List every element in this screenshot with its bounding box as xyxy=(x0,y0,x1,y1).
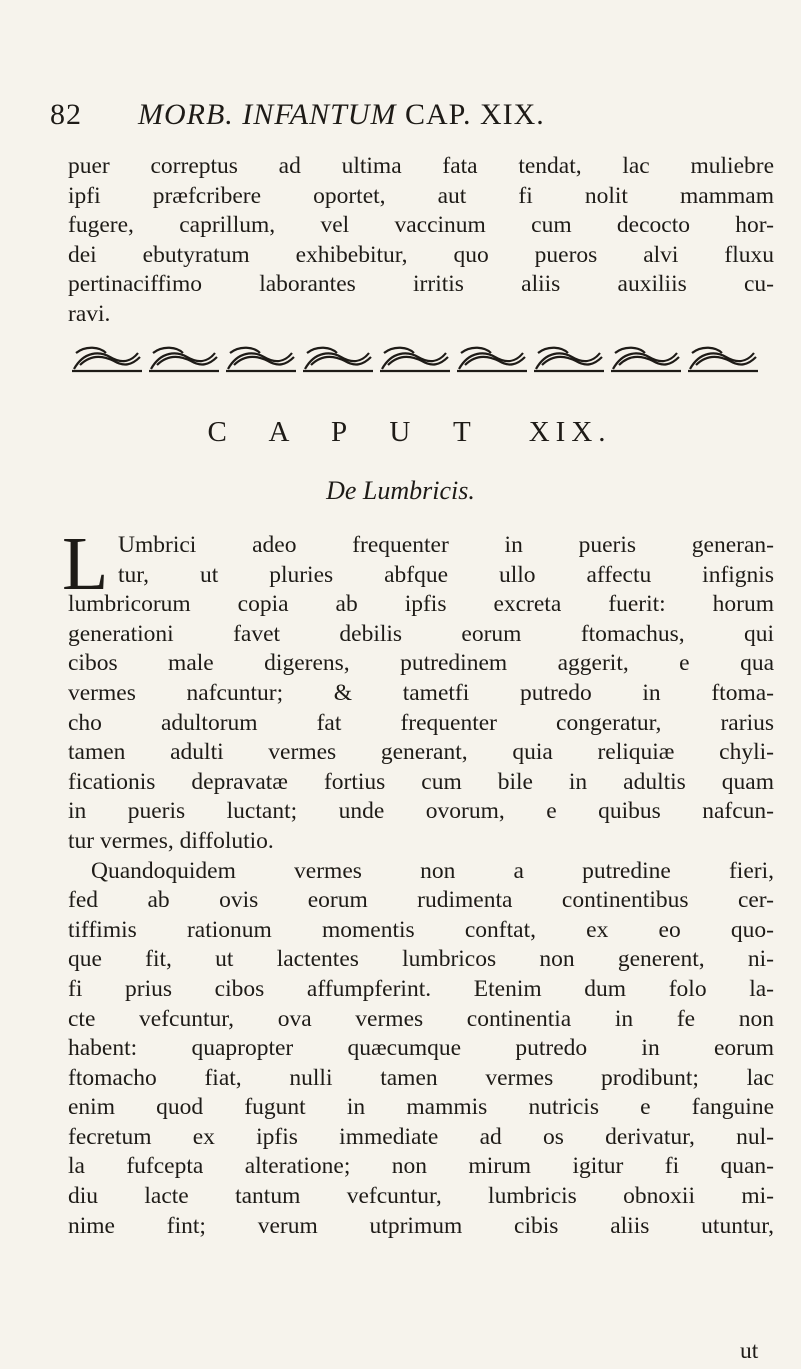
text-line: habent: quapropter quæcumque putredo in eorum xyxy=(68,1035,774,1062)
text-line: vermes nafcuntur; & tametfi putredo in ftoma- xyxy=(68,679,774,706)
paragraph-top xyxy=(68,152,774,330)
text-line: tiffimis rationum momentis conftat, ex eo quo- xyxy=(68,916,774,943)
text-line: generationi favet debilis eorum ftomachus, qui xyxy=(68,620,774,647)
text-line: fecretum ex ipfis immediate ad os derivatur, nul- xyxy=(68,1123,774,1150)
running-head-title: MORB. INFANTUM xyxy=(138,98,397,131)
catchword: ut xyxy=(740,1338,759,1364)
chapter-label: C A P U T xyxy=(207,416,489,448)
text-line: que fit, ut lactentes lumbricos non generent, ni- xyxy=(68,946,774,973)
page-number: 82 xyxy=(50,98,82,131)
text-line: nime fint; verum utprimum cibis aliis utuntur, xyxy=(68,1212,774,1239)
text-line: pertinaciffimo laborantes irritis aliis auxiliis cu- xyxy=(68,271,774,298)
decorative-ornament-band xyxy=(70,343,776,377)
drop-capital: L xyxy=(62,522,109,606)
text-line: in pueris luctant; unde ovorum, e quibus nafcun- xyxy=(68,798,774,825)
text-line: ficationis depravatæ fortius cum bile in adultis quam xyxy=(68,768,774,795)
text-line: fugere, caprillum, vel vaccinum cum decocto hor- xyxy=(68,212,774,239)
text-line: cibos male digerens, putredinem aggerit, e qua xyxy=(68,650,774,677)
text-line: Quandoquidem vermes non a putredine fieri, xyxy=(91,857,774,884)
text-line: Umbrici adeo frequenter in pueris generan- xyxy=(118,532,774,558)
running-head-chapter: CAP. XIX. xyxy=(404,98,545,131)
text-line: tamen adulti vermes generant, quia reliquiæ chyli- xyxy=(68,739,774,766)
text-line: ravi. xyxy=(68,300,111,327)
text-line: dei ebutyratum exhibebitur, quo pueros alvi fluxu xyxy=(68,241,774,268)
text-line: fed ab ovis eorum rudimenta continentibus cer- xyxy=(68,887,774,914)
text-line: puer correptus ad ultima fata tendat, lac muliebre xyxy=(68,153,774,179)
text-line: diu lacte tantum vefcuntur, lumbricis obnoxii mi- xyxy=(68,1183,774,1210)
text-line: lumbricorum copia ab ipfis excreta fuerit: horum xyxy=(68,591,774,618)
paragraph-main xyxy=(68,531,774,1241)
text-line: cte vefcuntur, ova vermes continentia in fe non xyxy=(68,1005,774,1032)
chapter-subtitle: De Lumbricis. xyxy=(326,476,475,505)
text-line: cho adultorum fat frequenter congeratur, rarius xyxy=(68,709,774,736)
text-line: la fufcepta alteratione; non mirum igitur fi quan- xyxy=(68,1153,774,1180)
text-line: fi prius cibos affumpferint. Etenim dum folo la- xyxy=(68,975,774,1002)
text-line: enim quod fugunt in mammis nutricis e fanguine xyxy=(68,1094,774,1121)
running-head xyxy=(138,98,545,132)
running-header xyxy=(50,98,770,142)
text-line: ipfi præfcribere oportet, aut fi nolit mammam xyxy=(68,182,774,209)
text-line: tur, ut pluries abfque ullo affectu infignis xyxy=(118,561,774,588)
text-line: ftomacho fiat, nulli tamen vermes prodibunt; lac xyxy=(68,1064,774,1091)
chapter-number: XIX. xyxy=(528,416,612,448)
chapter-heading xyxy=(0,416,801,449)
text-line: tur vermes, diffolutio. xyxy=(68,827,274,854)
